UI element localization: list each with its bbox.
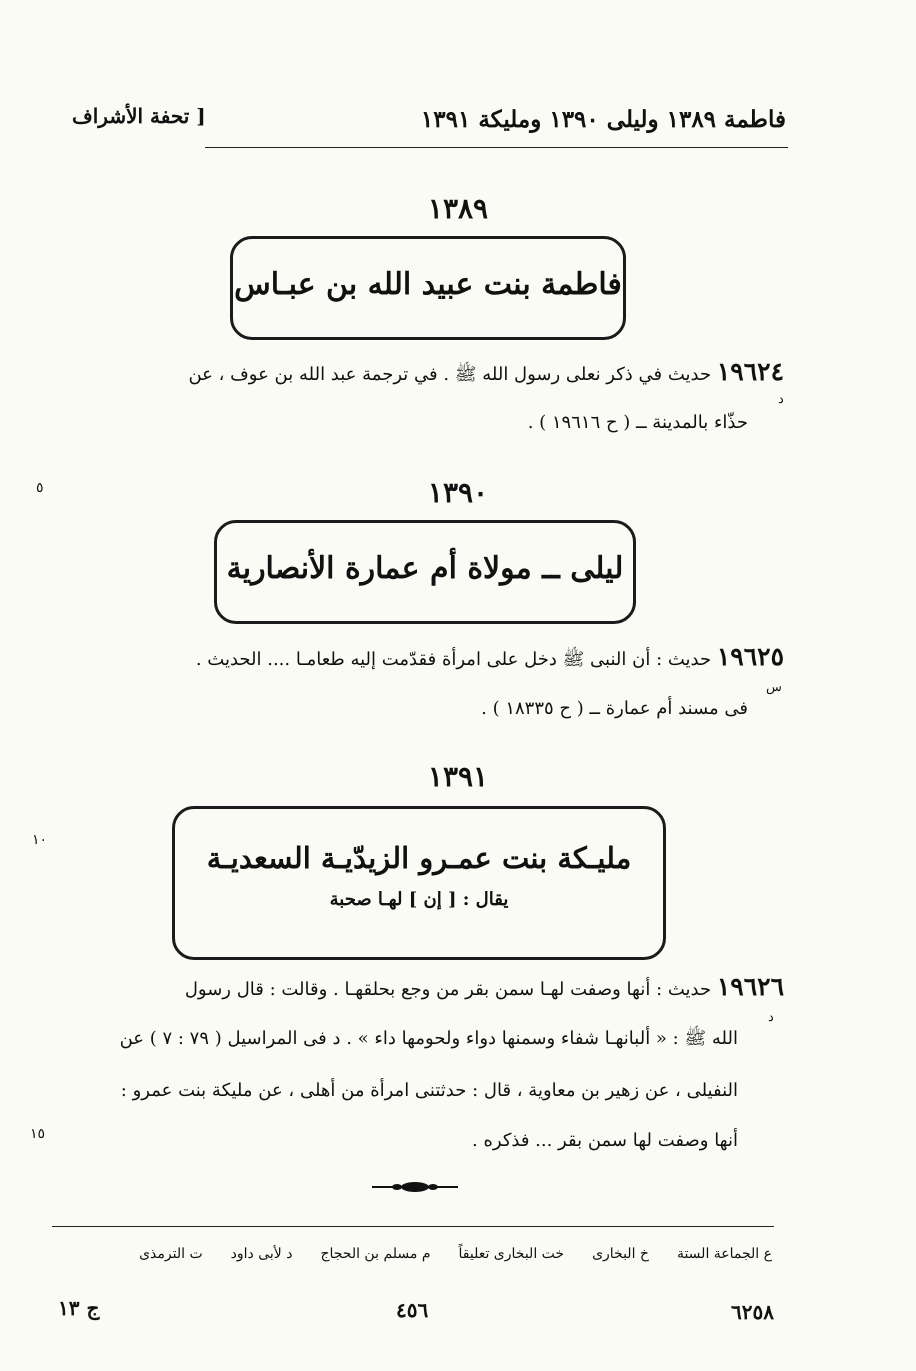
section-number: ١٣٩٠ <box>427 476 489 509</box>
running-header-title: فاطمة ١٣٨٩ وليلى ١٣٩٠ ومليكة ١٣٩١ <box>420 106 786 133</box>
hadith-line <box>196 642 784 674</box>
footnote-item: خت البخارى تعليقاً <box>458 1246 565 1262</box>
section-title: فاطمة بنت عبيد الله بن عبـاس <box>234 267 622 302</box>
page-number: ٤٥٦ <box>396 1298 429 1322</box>
section-title-box <box>230 236 626 340</box>
hadith-line <box>185 972 784 1004</box>
hadith-number: ١٩٦٢٤ <box>716 357 784 386</box>
hadith-number: ١٩٦٢٥ <box>716 642 784 671</box>
section-title-box <box>214 520 636 624</box>
section-title-box <box>172 806 666 960</box>
margin-number: ٥ <box>36 480 44 496</box>
hadith-text: حديث : أنها وصفت لهـا سمن بقر من وجع بحلقهـا . وقالت : قال رسول <box>184 979 712 1000</box>
section-title: مليـكة بنت عمـرو الزيدّيـة السعديـة <box>206 841 632 875</box>
section-number: ١٣٨٩ <box>427 192 489 225</box>
section-number: ١٣٩١ <box>427 760 489 793</box>
running-header-book: [ تحفة الأشراف <box>72 104 206 128</box>
footnote-rule <box>52 1226 774 1227</box>
hadith-line: الله ﷺ : « ألبانهـا شفاء وسمنها دواء ولحومها داء » . د فى المراسيل ( ٧٩ : ٧ ) عن <box>119 1028 738 1049</box>
divider-ornament <box>372 1180 458 1194</box>
footnote-item: خ البخارى <box>592 1246 649 1262</box>
margin-number: ١٠ <box>32 832 48 848</box>
hadith-text: حديث : أن النبى ﷺ دخل على امرأة فقدّمت إليه طعامـا .... الحديث . <box>195 649 712 670</box>
hadith-line: حذّاء بالمدينة ــ ( ح ١٩٦١٦ ) . <box>527 412 748 433</box>
side-mark: س <box>766 680 782 695</box>
side-mark: د <box>778 392 784 407</box>
hadith-number: ١٩٦٢٦ <box>716 972 784 1001</box>
total-page-number: ٦٢٥٨ <box>731 1300 774 1324</box>
footnote-item: ت الترمذى <box>139 1246 203 1262</box>
footnote-item: م مسلم بن الحجاج <box>320 1246 431 1262</box>
section-title: ليلى ــ مولاة أم عمارة الأنصارية <box>226 551 624 586</box>
volume-number: ج ١٣ <box>58 1296 100 1320</box>
footnote-item: ع الجماعة الستة <box>676 1246 772 1262</box>
footnote-legend <box>139 1246 772 1262</box>
hadith-line: فى مسند أم عمارة ــ ( ح ١٨٣٣٥ ) . <box>481 698 748 719</box>
header-rule <box>205 147 788 148</box>
side-mark: د <box>768 1010 774 1025</box>
section-subtitle: يقال : [ إن ] لهـا صحبة <box>329 889 509 910</box>
hadith-line: النفيلى ، عن زهير بن معاوية ، قال : حدثتنى امرأة من أهلى ، عن مليكة بنت عمرو : <box>120 1080 738 1101</box>
footnote-item: د لأبى داود <box>230 1246 293 1262</box>
margin-number: ١٥ <box>30 1126 46 1142</box>
hadith-line <box>188 357 784 389</box>
hadith-line: أنها وصفت لها سمن بقر ... فذكره . <box>472 1130 738 1151</box>
hadith-text: حديث في ذكر نعلى رسول الله ﷺ . في ترجمة عبد الله بن عوف ، عن <box>188 364 712 385</box>
